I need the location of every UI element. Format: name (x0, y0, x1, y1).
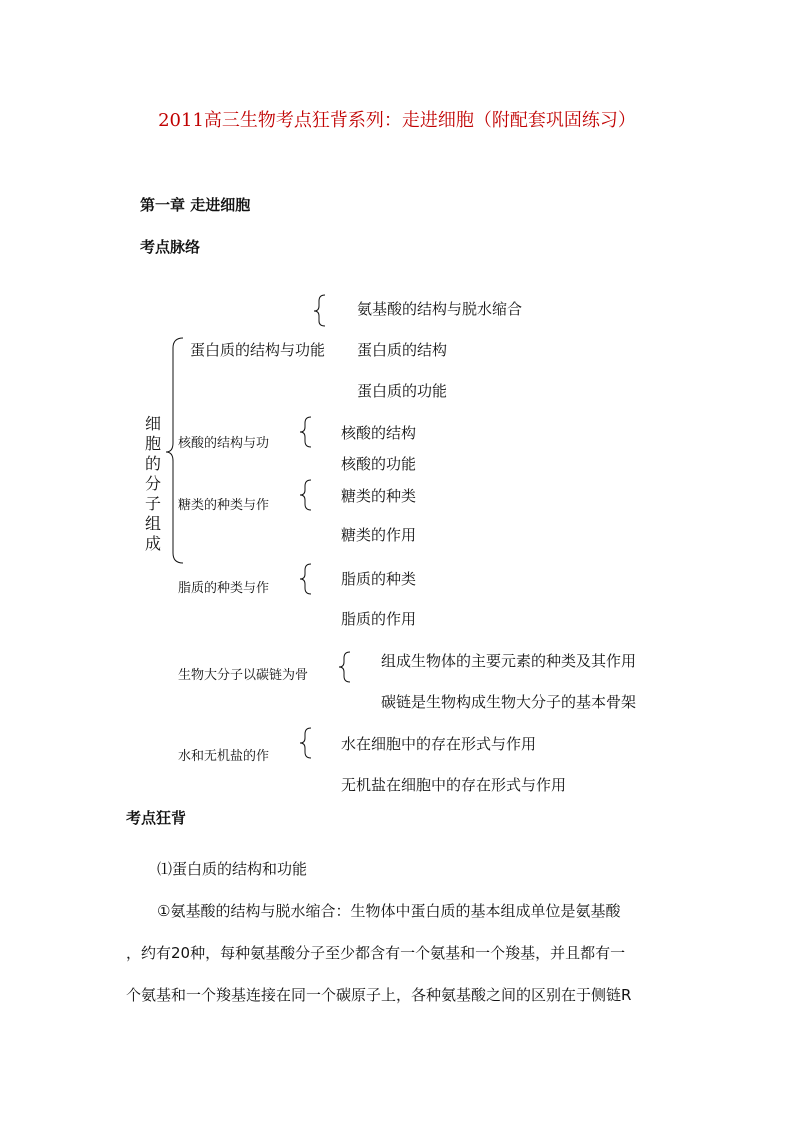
lipid-brace (300, 564, 311, 594)
protein-item: 蛋白质的结构 (357, 341, 448, 359)
nucleic-label: 核酸的结构与功 (178, 436, 270, 449)
root-label: 细胞的分子组成 (144, 414, 161, 553)
section-outline-heading: 考点脉络 (140, 238, 201, 256)
nucleic-item: 核酸的功能 (341, 455, 417, 473)
nucleic-brace (300, 417, 311, 447)
sugar-item: 糖类的作用 (341, 526, 417, 544)
water-item: 水在细胞中的存在形式与作用 (341, 735, 537, 753)
protein-item: 蛋白质的功能 (357, 382, 448, 400)
chapter-heading: 第一章 走进细胞 (140, 196, 251, 214)
macro-item: 组成生物体的主要元素的种类及其作用 (381, 652, 637, 670)
document-title: 2011高三生物考点狂背系列：走进细胞（附配套巩固练习） (158, 110, 636, 131)
lipid-label: 脂质的种类与作 (178, 581, 270, 594)
body-subheading: ⑴蛋白质的结构和功能 (157, 860, 308, 878)
protein-label: 蛋白质的结构与功能 (190, 341, 326, 359)
water-item: 无机盐在细胞中的存在形式与作用 (341, 776, 567, 794)
lipid-item: 脂质的种类 (341, 570, 417, 588)
sugar-item: 糖类的种类 (341, 487, 417, 505)
lipid-item: 脂质的作用 (341, 610, 417, 628)
macro-brace (339, 652, 350, 682)
body-paragraph-line: ，约有20种，每种氨基酸分子至少都含有一个氨基和一个羧基，并且都有一 (126, 944, 626, 962)
body-paragraph-line: 个氨基和一个羧基连接在同一个碳原子上，各种氨基酸之间的区别在于侧链R (126, 986, 632, 1004)
body-paragraph-line: ①氨基酸的结构与脱水缩合：生物体中蛋白质的基本组成单位是氨基酸 (157, 902, 621, 920)
macro-label: 生物大分子以碳链为骨 (178, 668, 309, 681)
sugar-brace (300, 480, 311, 510)
section-memorize-heading: 考点狂背 (126, 809, 187, 827)
water-brace (300, 728, 311, 758)
protein-brace (314, 295, 325, 326)
sugar-label: 糖类的种类与作 (178, 498, 270, 511)
nucleic-item: 核酸的结构 (341, 424, 417, 442)
water-label: 水和无机盐的作 (178, 749, 270, 762)
macro-item: 碳链是生物构成生物大分子的基本骨架 (381, 693, 637, 711)
root-brace (166, 338, 183, 563)
protein-item: 氨基酸的结构与脱水缩合 (357, 300, 523, 318)
